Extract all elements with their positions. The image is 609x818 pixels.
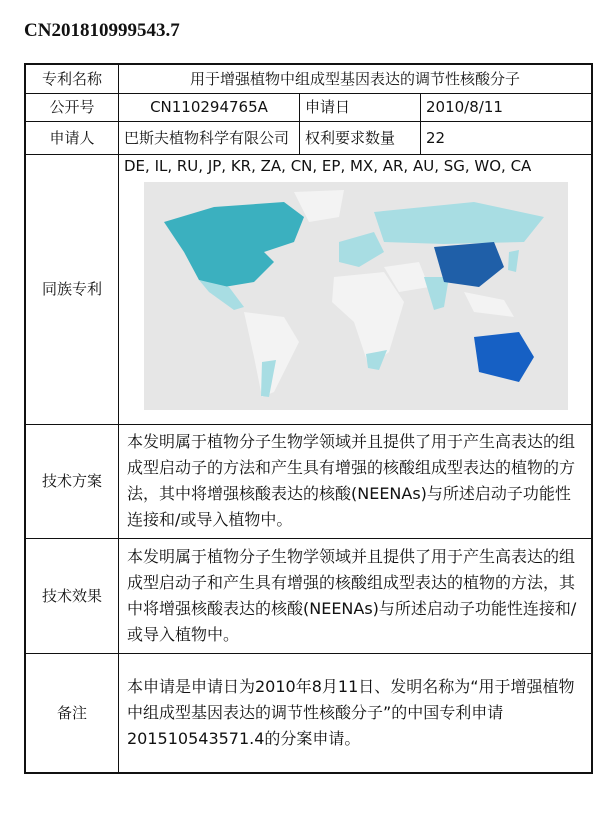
claims-value: 22 <box>421 121 593 154</box>
world-map <box>144 182 568 410</box>
name-label: 专利名称 <box>25 64 119 93</box>
se-asia-region <box>464 292 514 317</box>
patent-info-table <box>24 63 593 774</box>
effect-value: 本发明属于植物分子生物学领域并且提供了用于产生高表达的组成型启动子和产生具有增强的核酸组成型表达的植物的方法，其中将增强核酸表达的核酸(NEENAs)与所述启动子功能性连接和/或导入植物中。 <box>119 538 593 653</box>
tech-label: 技术方案 <box>25 424 119 538</box>
document-title: CN201810999543.7 <box>24 20 180 41</box>
europe-region <box>339 232 384 267</box>
japan-korea-region <box>508 250 519 272</box>
family-value: DE, IL, RU, JP, KR, ZA, CN, EP, MX, AR, AU, SG, WO, CA <box>124 156 532 175</box>
canada-region <box>164 202 304 254</box>
usa-region <box>184 252 274 287</box>
effect-label: 技术效果 <box>25 538 119 653</box>
family-label: 同族专利 <box>25 154 119 424</box>
claims-label: 权利要求数量 <box>300 121 421 154</box>
australia-region <box>474 332 534 382</box>
tech-value: 本发明属于植物分子生物学领域并且提供了用于产生高表达的组成型启动子的方法和产生具有增强的核酸组成型表达的植物的方法，其中将增强核酸表达的核酸(NEENAs)与所述启动子功能性连接和/或导入植物中。 <box>119 424 593 538</box>
note-value: 本申请是申请日为2010年8月11日、发明名称为“用于增强植物中组成型基因表达的调节性核酸分子”的中国专利申请201510543571.4的分案申请。 <box>119 653 593 773</box>
africa-region <box>332 272 404 367</box>
pub-label: 公开号 <box>25 93 119 121</box>
applicant-label: 申请人 <box>25 121 119 154</box>
note-label: 备注 <box>25 653 119 773</box>
date-label: 申请日 <box>300 93 421 121</box>
russia-region <box>374 202 544 244</box>
pub-value: CN110294765A <box>119 93 300 121</box>
name-value: 用于增强植物中组成型基因表达的调节性核酸分子 <box>119 64 593 93</box>
china-region <box>434 242 504 287</box>
applicant-value: 巴斯夫植物科学有限公司 <box>119 121 300 154</box>
date-value: 2010/8/11 <box>421 93 593 121</box>
south-america-region <box>244 312 299 397</box>
